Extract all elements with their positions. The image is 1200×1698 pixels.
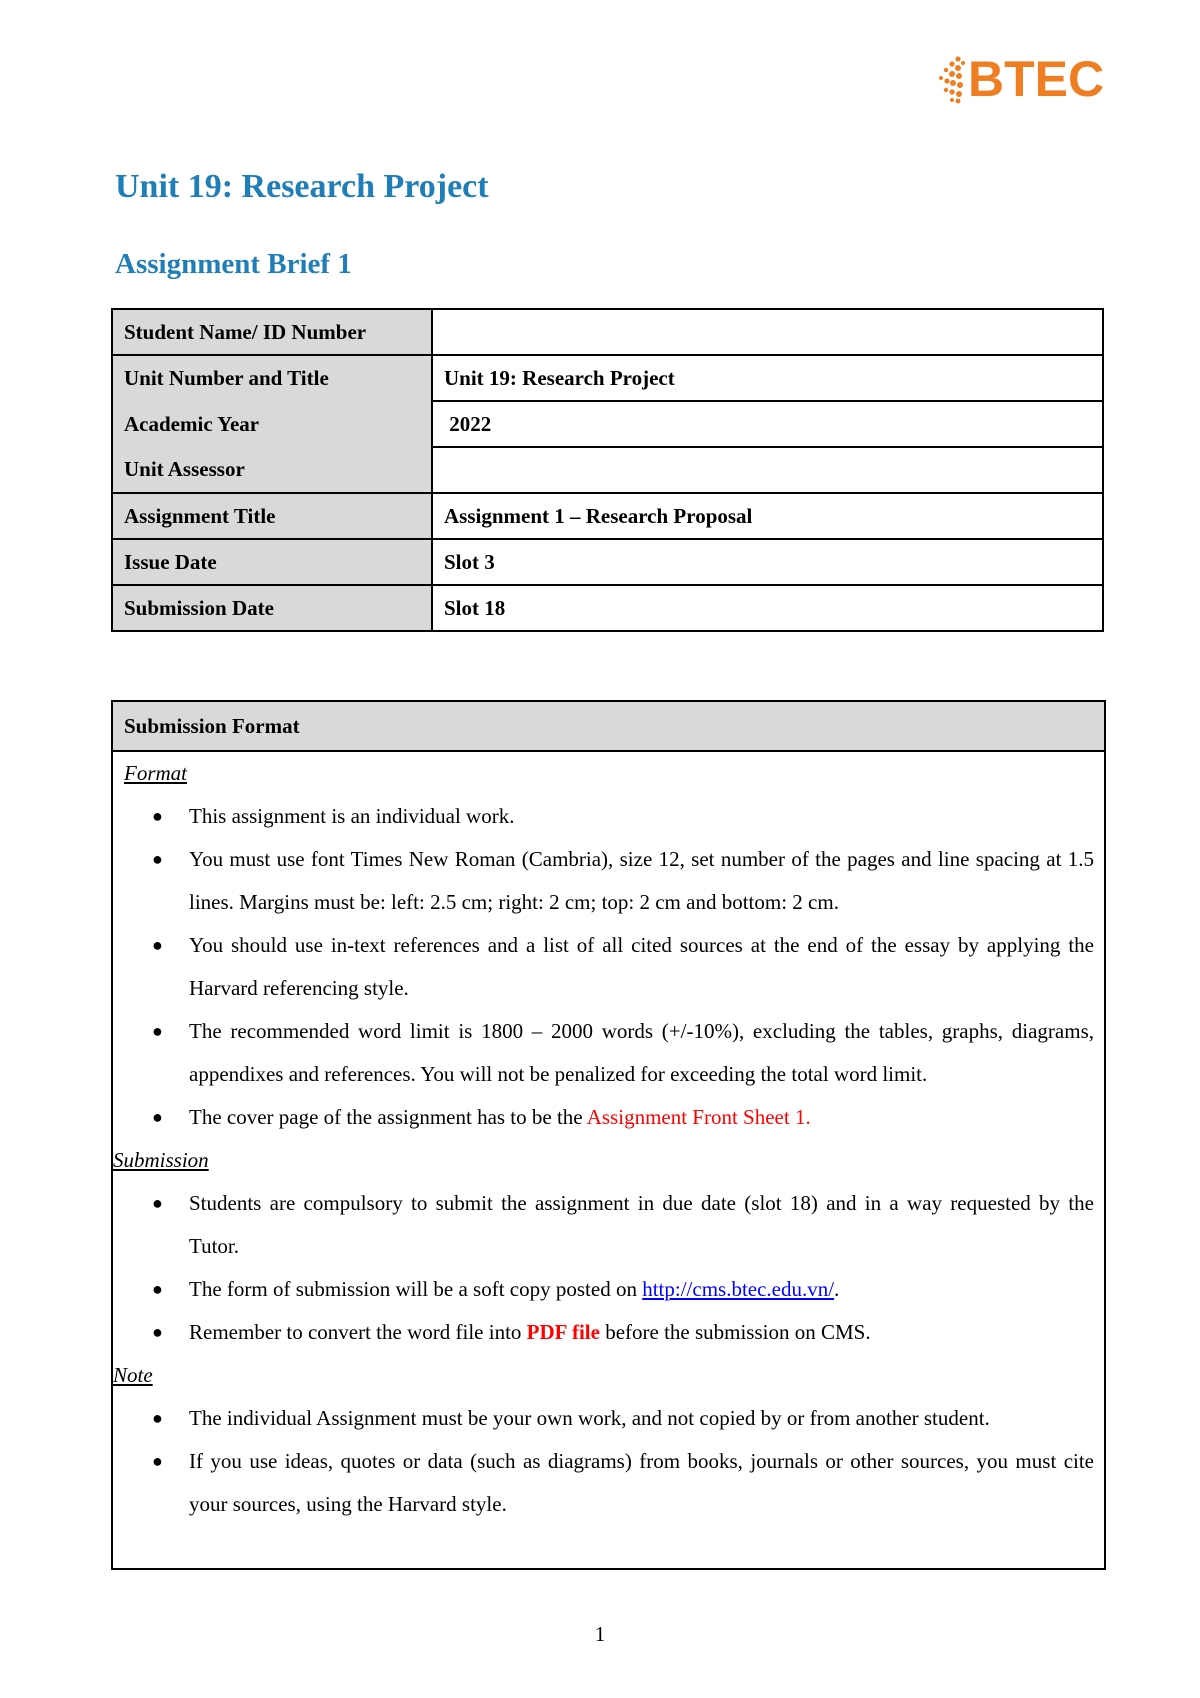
bullet-icon: ● xyxy=(152,935,163,955)
table-row xyxy=(112,539,1103,585)
note-list xyxy=(113,1397,1094,1526)
assignment-title-value: Assignment 1 – Research Proposal xyxy=(432,493,1103,539)
format-item-text: The recommended word limit is 1800 – 2000 words (+/-10%), excluding the tables, graphs, diagrams, appendixes and references. You will not be penalized for exceeding the total word limit. xyxy=(189,1019,1094,1086)
table-row xyxy=(112,447,1103,493)
submission-format-box xyxy=(111,700,1106,1570)
table-row xyxy=(112,401,1103,447)
format-list xyxy=(113,795,1094,1139)
bullet-icon: ● xyxy=(152,1408,163,1428)
list-item xyxy=(152,1010,1094,1096)
convert-prefix-text: Remember to convert the word file into xyxy=(189,1320,527,1344)
submission-label: Submission xyxy=(113,1148,209,1172)
table-row xyxy=(112,493,1103,539)
list-item xyxy=(152,924,1094,1010)
submission-format-body xyxy=(113,752,1104,1526)
bullet-icon: ● xyxy=(152,806,163,826)
table-row xyxy=(112,585,1103,631)
cms-link[interactable]: http://cms.btec.edu.vn/ xyxy=(642,1277,835,1301)
list-item xyxy=(152,795,1094,838)
format-item-text: This assignment is an individual work. xyxy=(189,804,515,828)
front-sheet-highlight: Assignment Front Sheet 1 xyxy=(586,1105,806,1129)
submission-date-label: Submission Date xyxy=(112,585,432,631)
issue-date-value: Slot 3 xyxy=(432,539,1103,585)
submission-list xyxy=(113,1182,1094,1354)
form-suffix-text: . xyxy=(834,1277,840,1301)
form-prefix-text: The form of submission will be a soft copy posted on xyxy=(189,1277,643,1301)
student-label: Student Name/ ID Number xyxy=(112,309,432,355)
bullet-icon: ● xyxy=(152,1279,163,1299)
list-item xyxy=(152,1311,1094,1354)
cover-prefix-text: The cover page of the assignment has to be the xyxy=(189,1105,587,1129)
year-value xyxy=(432,401,1103,447)
list-item xyxy=(152,1268,1094,1311)
bullet-icon: ● xyxy=(152,1322,163,1342)
list-item xyxy=(152,1096,1094,1139)
table-row xyxy=(112,309,1103,355)
logo-text: BTEC xyxy=(968,51,1105,107)
unit-value: Unit 19: Research Project xyxy=(432,355,1103,401)
assessor-value xyxy=(432,447,1103,493)
submission-item-text: Students are compulsory to submit the assignment in due date (slot 18) and in a way requested by the Tutor. xyxy=(189,1191,1094,1258)
cover-suffix-text: . xyxy=(805,1105,811,1129)
year-label: Academic Year xyxy=(112,401,432,447)
format-label: Format xyxy=(124,761,187,785)
btec-logo xyxy=(936,44,1116,114)
format-item-text: You must use font Times New Roman (Cambria), size 12, set number of the pages and line spacing at 1.5 lines. Margins must be: left: 2.5 cm; right: 2 cm; top: 2 cm and bottom: 2 cm. xyxy=(189,847,1094,914)
list-item xyxy=(152,1440,1094,1526)
bullet-icon: ● xyxy=(152,849,163,869)
bullet-icon: ● xyxy=(152,1451,163,1471)
logo-dots-icon xyxy=(936,54,966,104)
list-item xyxy=(152,1182,1094,1268)
submission-format-header: Submission Format xyxy=(113,702,1104,752)
bullet-icon: ● xyxy=(152,1193,163,1213)
convert-suffix-text: before the submission on CMS. xyxy=(599,1320,871,1344)
issue-date-label: Issue Date xyxy=(112,539,432,585)
assignment-brief-title: Assignment Brief 1 xyxy=(115,248,352,280)
note-item-text: If you use ideas, quotes or data (such as diagrams) from books, journals or other sources, you must cite your sources, using the Harvard style. xyxy=(189,1449,1094,1516)
note-item-text: The individual Assignment must be your own work, and not copied by or from another student. xyxy=(189,1406,990,1430)
format-item-text: You should use in-text references and a list of all cited sources at the end of the essay by applying the Harvard referencing style. xyxy=(189,933,1094,1000)
list-item xyxy=(152,1397,1094,1440)
assessor-label: Unit Assessor xyxy=(112,447,432,493)
bullet-icon: ● xyxy=(152,1107,163,1127)
bullet-icon: ● xyxy=(152,1021,163,1041)
year-value-text: 2022 xyxy=(449,411,492,436)
student-value xyxy=(432,309,1103,355)
table-row xyxy=(112,355,1103,401)
list-item xyxy=(152,838,1094,924)
unit-label: Unit Number and Title xyxy=(112,355,432,401)
submission-date-value: Slot 18 xyxy=(432,585,1103,631)
assignment-title-label: Assignment Title xyxy=(112,493,432,539)
pdf-file-highlight: PDF file xyxy=(526,1320,600,1344)
assignment-info-table xyxy=(111,308,1104,632)
page-title: Unit 19: Research Project xyxy=(115,168,489,205)
note-label: Note xyxy=(113,1363,153,1387)
page-number: 1 xyxy=(594,1622,606,1646)
